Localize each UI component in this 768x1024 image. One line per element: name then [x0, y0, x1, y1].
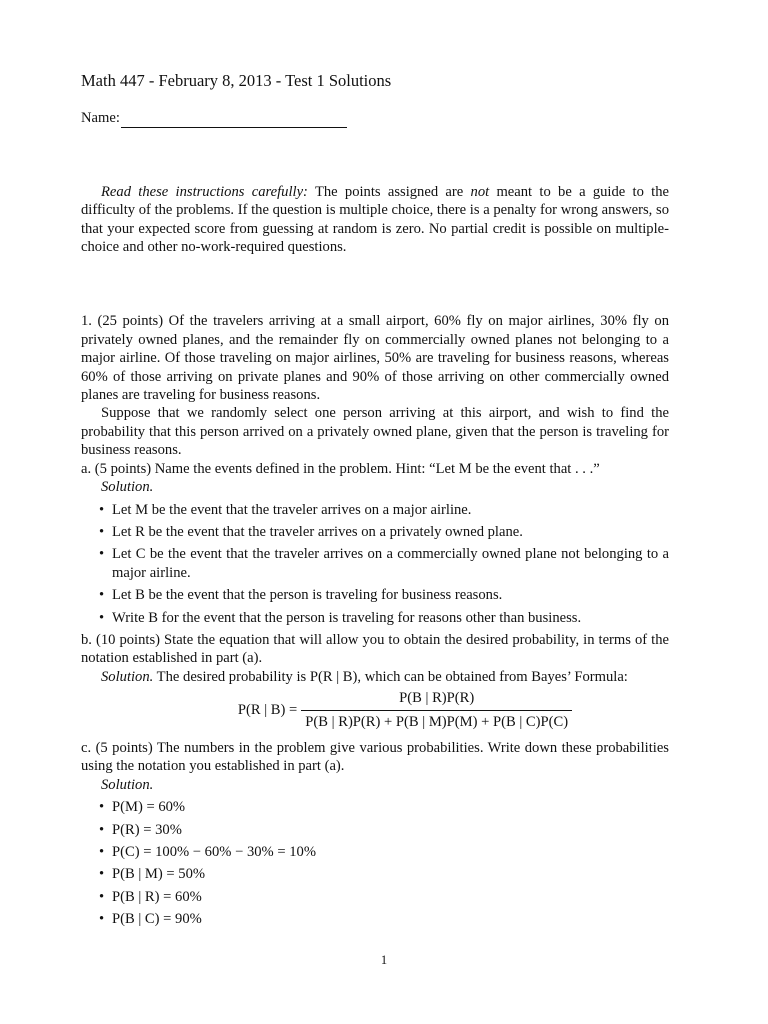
page-number: 1: [380, 953, 388, 967]
list-item: • Let M be the event that the traveler arrives on a major airline.: [99, 501, 669, 519]
formula-fraction: [301, 689, 572, 731]
problem-1-intro: 1. (25 points) Of the travelers arriving at a small airport, 60% fly on major airlines, 30% fly on privately owned planes, and the remainder fly on commercially owned planes not belonging to a major airline. Of those traveling on major airlines, 50% are traveling for business reasons, whereas 60% of those arriving on private planes and 90% of those arriving on other commercially owned planes are traveling for business reasons.: [81, 313, 669, 404]
problem-1-suppose: Suppose that we randomly select one person arriving at this airport, and wish to find the probability that this person arrived on a privately owned plane, given that the person is traveling for business reasons.: [81, 405, 669, 459]
list-item: • Let R be the event that the traveler arrives on a privately owned plane.: [99, 523, 669, 541]
instructions-text-2: meant to be a guide to the difficulty of the problems. If the question is multiple choice, there is a penalty for wrong answers, so that your expected score from guessing at random is zero. No partial credit is possible on multiple-choice and other no-work-required questions.: [81, 183, 670, 256]
formula-denominator: P(B | R)P(R) + P(B | M)P(M) + P(B | C)P(C): [301, 710, 572, 731]
part-a-question: a. (5 points) Name the events defined in the problem. Hint: “Let M be the event that . . .”: [81, 460, 600, 477]
formula-lhs: P(R | B) =: [237, 701, 298, 718]
name-label: Name:: [81, 110, 120, 127]
part-c-question: c. (5 points) The numbers in the problem give various probabilities. Write down these probabilities using the notation you established in part (a).: [81, 739, 669, 775]
part-b-solution: [81, 668, 669, 686]
list-item: • P(R) = 30%: [99, 821, 669, 839]
list-item: • P(C) = 100% − 60% − 30% = 10%: [99, 843, 669, 861]
probabilities-list: [81, 798, 669, 928]
list-item: • P(M) = 60%: [99, 798, 669, 816]
instructions-emphasis: not: [470, 183, 490, 200]
list-item: • P(B | M) = 50%: [99, 865, 669, 883]
name-blank-line: [121, 113, 347, 128]
solution-label-c: Solution.: [101, 776, 154, 793]
list-item: • Write B for the event that the person is traveling for reasons other than business.: [99, 609, 669, 627]
instructions-lead: Read these instructions carefully:: [101, 183, 308, 200]
list-item: • Let B be the event that the person is traveling for business reasons.: [99, 586, 669, 604]
list-item: • P(B | R) = 60%: [99, 888, 669, 906]
list-item: • P(B | C) = 90%: [99, 910, 669, 928]
solution-label-a: Solution.: [101, 479, 154, 496]
solution-b-text: The desired probability is P(R | B), which can be obtained from Bayes’ Formula:: [153, 668, 628, 685]
instructions-text-1: The points assigned are: [307, 183, 471, 200]
name-field: [81, 109, 669, 127]
formula-numerator: P(B | R)P(R): [399, 690, 475, 707]
list-item: • Let C be the event that the traveler arrives on a commercially owned plane not belonging to a major airline.: [99, 545, 669, 582]
page-title: Math 447 - February 8, 2013 - Test 1 Solutions: [81, 71, 392, 90]
solution-label-b: Solution.: [101, 668, 154, 685]
bayes-formula: [141, 689, 669, 731]
part-b-question: b. (10 points) State the equation that will allow you to obtain the desired probability, in terms of the notation established in part (a).: [81, 631, 669, 667]
instructions: [81, 183, 669, 257]
document-page: [81, 72, 669, 933]
events-list: [81, 501, 669, 627]
